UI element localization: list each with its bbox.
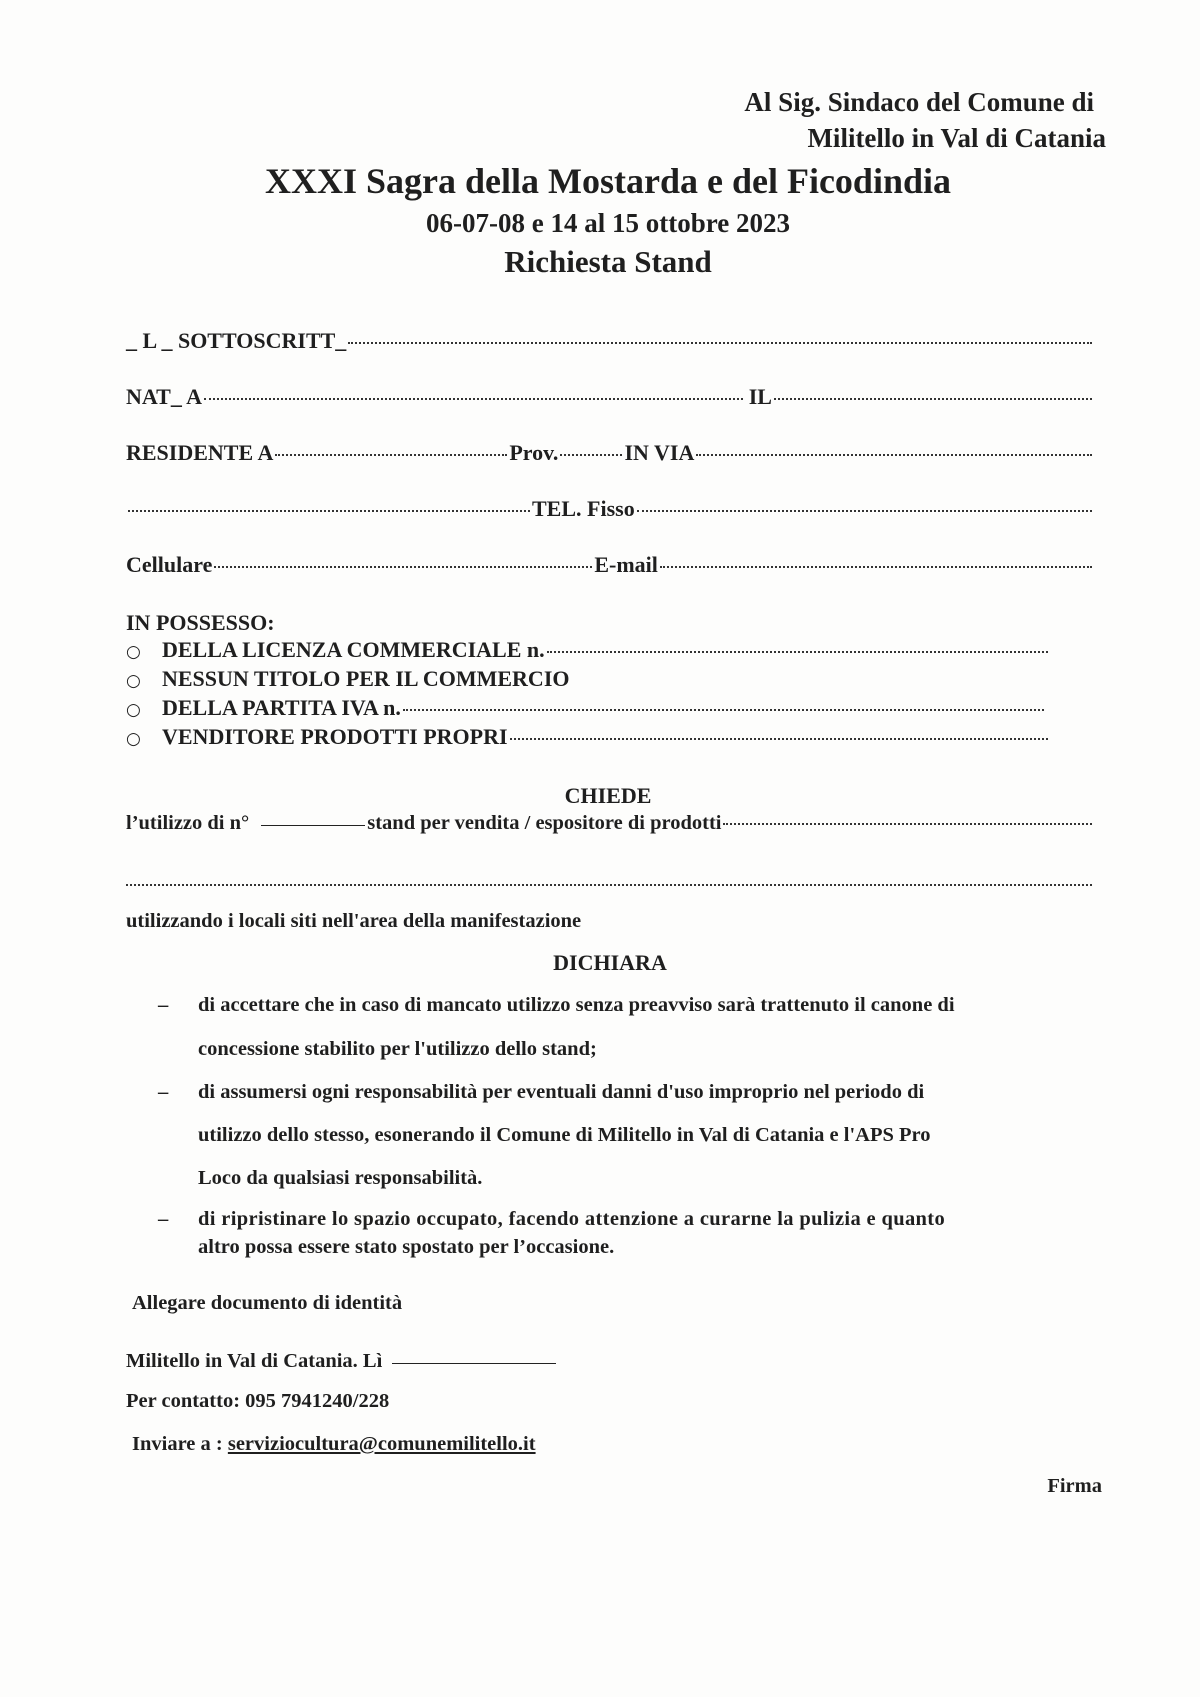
dash-bullet: – (158, 1081, 169, 1103)
dichiara-line: di ripristinare lo spazio occupato, facendo attenzione a curarne la pulizia e quanto (198, 1208, 946, 1230)
prov-field[interactable] (560, 454, 622, 456)
allegare-note: Allegare documento di identità (132, 1292, 403, 1314)
dichiara-line: di accettare che in caso di mancato utilizzo senza preavviso sarà trattenuto il canone di (198, 994, 955, 1016)
email-field[interactable] (660, 566, 1092, 568)
data-field[interactable] (392, 1362, 556, 1364)
inviare-row (132, 1433, 536, 1456)
data-nascita-field[interactable] (774, 398, 1092, 400)
radio-circle-icon[interactable]: ○ (126, 642, 141, 662)
chiede-heading: CHIEDE (564, 783, 652, 808)
prodotti-continua-field[interactable] (126, 884, 1092, 886)
dichiara-line: concessione stabilito per l'utilizzo dello stand; (198, 1038, 597, 1060)
possesso-option-prodotti-propri[interactable] (126, 724, 1050, 750)
email-label: E-mail (594, 552, 658, 577)
via-field[interactable] (696, 454, 1092, 456)
address-line-1: Al Sig. Sindaco del Comune di (744, 87, 1094, 117)
dichiara-item (158, 1081, 1098, 1191)
tel-fisso-field[interactable] (637, 510, 1092, 512)
contatti-row (126, 552, 1094, 578)
cellulare-label: Cellulare (126, 552, 213, 577)
dichiara-item (158, 1208, 1098, 1268)
dash-bullet: – (158, 994, 169, 1016)
possesso-option-partita-iva[interactable] (126, 695, 1046, 721)
via-label: IN VIA (624, 440, 695, 465)
dichiara-line: Loco da qualsiasi responsabilità. (198, 1167, 483, 1189)
prodotti-propri-field[interactable] (510, 738, 1048, 740)
residente-label: RESIDENTE A (126, 440, 274, 465)
firma-label: Firma (1047, 1475, 1102, 1497)
possesso-heading: IN POSSESSO: (126, 610, 275, 635)
option-label: VENDITORE PRODOTTI PROPRI (162, 724, 508, 749)
nascita-row (126, 384, 1094, 410)
luogo-nascita-field[interactable] (204, 398, 743, 400)
radio-circle-icon[interactable]: ○ (126, 671, 141, 691)
indirizzo-continua-field[interactable] (128, 510, 530, 512)
dichiara-line: altro possa essere stato spostato per l’occasione. (198, 1236, 615, 1258)
partita-iva-field[interactable] (403, 709, 1044, 711)
option-label: DELLA PARTITA IVA n. (162, 695, 401, 720)
prov-label: Prov. (509, 440, 559, 465)
numero-stand-field[interactable] (261, 824, 365, 826)
tel-fisso-label: TEL. Fisso (532, 496, 635, 521)
dichiara-line: utilizzo dello stesso, esonerando il Comune di Militello in Val di Catania e l'APS Pro (198, 1124, 931, 1146)
option-label: DELLA LICENZA COMMERCIALE n. (162, 637, 545, 662)
data-nascita-label: IL (748, 384, 772, 409)
recipient-address (744, 84, 1106, 156)
utilizzo-row (126, 812, 1094, 835)
residenza-citta-field[interactable] (275, 454, 507, 456)
email-link[interactable]: serviziocultura@comunemilitello.it (227, 1433, 536, 1455)
utilizzo-suffix: stand per vendita / espositore di prodotti (367, 812, 722, 834)
inviare-label: Inviare a : (132, 1433, 228, 1455)
licenza-numero-field[interactable] (547, 651, 1048, 653)
radio-circle-icon[interactable]: ○ (126, 729, 141, 749)
event-title: XXXI Sagra della Mostarda e del Ficodindia (264, 161, 951, 201)
contatto-text: Per contatto: 095 7941240/228 (126, 1390, 390, 1412)
document-subtitle: Richiesta Stand (504, 244, 712, 279)
telefono-row (126, 496, 1094, 522)
possesso-option-licenza[interactable] (126, 637, 1050, 663)
sottoscritto-label: _ L _ SOTTOSCRITT_ (126, 328, 347, 353)
luogo-data-row (126, 1350, 556, 1373)
luogo-label: Militello in Val di Catania. Lì (126, 1350, 383, 1372)
utilizzo-prefix: l’utilizzo di n° (126, 812, 250, 834)
sottoscritto-row (126, 328, 1094, 354)
residenza-row (126, 440, 1094, 466)
dichiara-item (158, 994, 1098, 1064)
dichiara-heading: DICHIARA (553, 950, 667, 975)
event-dates: 06-07-08 e 14 al 15 ottobre 2023 (426, 208, 790, 238)
dash-bullet: – (158, 1208, 169, 1230)
locali-text: utilizzando i locali siti nell'area della manifestazione (126, 910, 582, 932)
dichiara-line: di assumersi ogni responsabilità per eventuali danni d'uso improprio nel periodo di (198, 1081, 925, 1103)
cellulare-field[interactable] (214, 566, 592, 568)
possesso-option-nessun-titolo[interactable] (126, 666, 1050, 692)
radio-circle-icon[interactable]: ○ (126, 700, 141, 720)
nato-a-label: NAT_ A (126, 384, 202, 409)
address-line-2: Militello in Val di Catania (807, 123, 1106, 153)
option-label: NESSUN TITOLO PER IL COMMERCIO (162, 666, 570, 691)
prodotti-field[interactable] (723, 823, 1092, 825)
sottoscritto-field[interactable] (348, 342, 1092, 344)
